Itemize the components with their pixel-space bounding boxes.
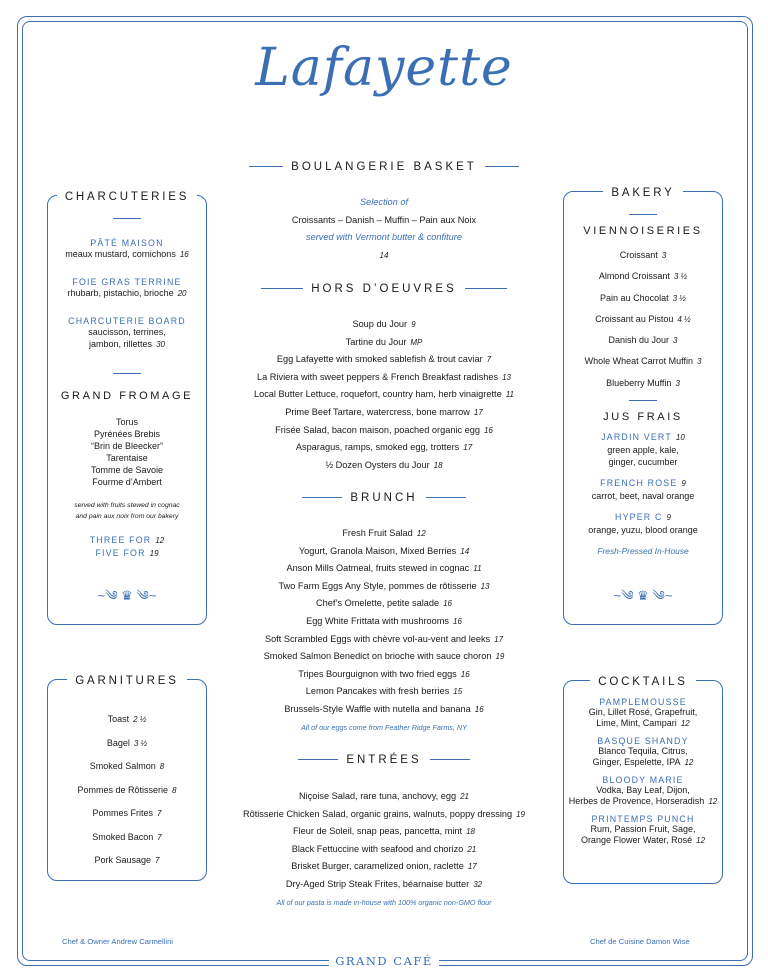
boulangerie-section [212,194,556,264]
item-name: Pork Sausage [94,855,152,865]
bakery-item [564,288,722,309]
charcuterie-item: CHARCUTERIE BOARD saucisson, terrines, jambon, rillettes 30 [68,316,186,349]
item-name: Black Fettuccine with seafood and chorizo [291,843,464,854]
menu-item [212,351,556,369]
item-price: 3 ½ [133,738,148,748]
garniture-item [48,708,206,732]
item-price: 3 ½ [673,272,688,282]
item-price: 8 [159,762,165,771]
brunch-list [212,525,556,736]
boulangerie-price: 14 [379,250,389,260]
jus-desc: green apple, kale, [607,445,679,456]
jus-note: Fresh-Pressed In-House [597,546,689,557]
bakery-item [564,373,722,394]
item-price: 16 [443,599,452,609]
menu-item [212,457,556,475]
item-name: Chef’s Omelette, petite salade [316,598,440,609]
menu-item [212,683,556,701]
menu-item [212,841,556,859]
cocktail-desc: Gin, Lillet Rosé, Grapefruit, [588,707,698,717]
menu-item [212,858,556,876]
item-price: 12 [416,529,426,538]
item-name: Pain au Chocolat [600,292,669,303]
item-price: 11 [505,390,514,400]
item-name: ½ Dozen Oysters du Jour [325,459,430,470]
cocktail-label: BLOODY MARIE [602,775,684,785]
item-name: Blueberry Muffin [606,377,672,388]
item-price: 16 [460,669,470,679]
item-name: Local Butter Lettuce, roquefort, country ham, herb vinaigrette [253,389,502,400]
item-price: 14 [460,546,470,556]
cheese-item: Pyrénées Brebis [93,429,161,439]
item-price: 8 [172,785,177,795]
item-name: Brisket Burger, caramelized onion, raclette [291,861,464,872]
bakery-box [563,187,723,625]
item-name: Bagel [106,737,130,748]
crown-ornament-icon: ~༄ ♛ ༄~ [613,588,673,603]
item-price: 16 [474,704,484,714]
cocktail-item [564,736,722,768]
fromage-title: GRAND FROMAGE [60,390,194,402]
item-price: 11 [473,564,482,574]
cocktail-price: 12 [696,836,706,845]
item-price: 13 [480,581,490,591]
menu-item [212,701,556,719]
menu-item [212,578,556,596]
cheese-item: Fourme d’Ambert [92,477,162,487]
item-price: 18 [466,827,475,837]
item-price: 7 [155,856,160,865]
footer-chef-owner: Chef & Owner Andrew Carmellini [62,937,173,946]
menu-item [212,386,556,404]
item-price: 21 [460,792,470,801]
menu-item [212,648,556,666]
jus-label-row [564,477,722,490]
item-name: Smoked Bacon [92,831,154,842]
item-name: Croissant au Pistou [595,313,674,324]
jus-desc: ginger, cucumber [608,457,678,468]
item-name: Rôtisserie Chicken Salad, organic grains, walnuts, poppy dressing [242,808,513,819]
item-name: Frisée Salad, bacon maison, poached organic egg [275,424,480,435]
entrees-note: All of our pasta is made in-house with 100% organic non-GMO flour [276,897,492,907]
menu-item [212,666,556,684]
item-name: Tartine du Jour [345,336,407,347]
jus-price: 10 [675,433,685,443]
item-name: Smoked Salmon Benedict on brioche with sauce choron [263,651,492,662]
item-name: Egg Lafayette with smoked sablefish & trout caviar [276,354,483,365]
footer-grand-cafe: GRAND CAFÉ [0,952,768,970]
item-price: 15 [453,687,463,697]
jus-price: 9 [666,513,671,523]
item-price: 7 [157,832,162,842]
cocktail-desc [564,718,722,729]
item-name: Smoked Salmon [89,761,156,771]
bakery-item [564,245,722,266]
jus-label-row [564,511,722,524]
item-price: 9 [411,320,416,329]
cocktail-text: Orange Flower Water, Rosé [580,835,693,845]
item-price: 3 [696,357,702,367]
cheese-item: Torus [115,417,138,427]
item-name: Toast [107,714,130,724]
cocktail-price: 12 [680,719,690,728]
garniture-item [48,779,206,803]
entrees-list [212,788,556,911]
item-name: Whole Wheat Carrot Muffin [584,356,693,367]
item-price: 3 ½ [672,293,686,303]
item-price: 19 [495,652,505,662]
garnitures-box [47,675,207,881]
garniture-item [48,802,206,826]
cocktail-desc: Rum, Passion Fruit, Sage, [590,824,696,834]
cocktail-price: 12 [684,758,694,767]
bakery-title: BAKERY [603,187,682,199]
jus-list [564,431,722,536]
menu-item [212,439,556,457]
menu-item [212,525,556,543]
charcuterie-item: PÂTÉ MAISON meaux mustard, cornichons 16 [65,238,189,259]
item-name: Two Farm Eggs Any Style, pommes de rôtisserie [278,580,477,591]
cocktail-price: 12 [708,797,718,806]
item-price: 13 [502,372,511,382]
fromage-note: served with fruits stewed in cognac and pain aux noix from our bakery [74,502,180,520]
item-price: 7 [157,809,162,818]
charcuteries-title: CHARCUTERIES [57,191,197,203]
jus-label-row [564,431,722,444]
jus-label: FRENCH ROSE [600,478,678,489]
cheese-item: Tarentaise [106,453,148,463]
item-name: La Riviera with sweet peppers & French Breakfast radishes [257,371,499,382]
cocktail-label: PRINTEMPS PUNCH [591,814,695,824]
garniture-item [48,732,206,756]
item-name: Asparagus, ramps, smoked egg, trotters [295,442,460,453]
cocktail-text: Ginger, Espelette, IPA [592,757,681,767]
jus-label: JARDIN VERT [601,432,672,443]
boulangerie-intro: Selection of [359,197,408,207]
brunch-note: All of our eggs come from Feather Ridge Farms, NY [301,722,467,732]
item-price: 19 [516,809,526,819]
charcuteries-box [47,191,207,625]
garniture-item [48,755,206,779]
jus-item [564,511,722,536]
cocktail-desc [564,757,722,768]
boulangerie-heading: BOULANGERIE BASKET [212,161,556,173]
bakery-list [564,245,722,394]
cocktail-item [564,697,722,729]
item-price: 32 [473,879,483,889]
menu-item [212,876,556,894]
item-name: Anson Mills Oatmeal, fruits stewed in cognac [286,563,470,574]
item-price: 3 [673,336,678,346]
cocktail-desc [564,796,722,807]
item-price: 2 ½ [133,715,147,724]
cocktail-desc [564,835,722,846]
item-name: Tripes Bourguignon with two fried eggs [298,668,457,679]
item-name: Prime Beef Tartare, watercress, bone marrow [285,406,470,417]
cocktail-text: Lime, Mint, Campari [596,718,677,728]
item-name: Egg White Frittata with mushrooms [306,615,450,626]
cheese-list [48,416,206,488]
menu-item [212,422,556,440]
garnitures-list [48,708,206,873]
menu-item [212,823,556,841]
menu-item [212,806,556,824]
jus-title: JUS FRAIS [603,411,683,424]
fromage-prices: THREE FOR 12 FIVE FOR 19 [89,535,165,558]
cheese-item: “Brin de Bleecker” [90,441,164,451]
menu-item [212,543,556,561]
item-name: Niçoise Salad, rare tuna, anchovy, egg [298,791,457,801]
brunch-heading: BRUNCH [212,492,556,504]
item-name: Soft Scrambled Eggs with chèvre vol-au-vent and leeks [264,633,491,644]
cocktail-label: PAMPLEMOUSSE [599,697,687,707]
item-price: 3 [675,378,680,388]
item-price: 3 [661,251,667,260]
item-price: 4 ½ [677,314,691,324]
item-name: Fresh Fruit Salad [342,528,413,538]
cheese-item: Tomme de Savoie [90,465,164,475]
item-name: Fleur de Soleil, snap peas, pancetta, mint [293,826,463,837]
item-name: Soup du Jour [352,319,408,329]
boulangerie-items: Croissants – Danish – Muffin – Pain aux Noix [291,214,477,225]
item-name: Brussels-Style Waffle with nutella and banana [284,703,471,714]
cocktail-text: Herbes de Provence, Horseradish [568,796,705,806]
cocktail-desc: Blanco Tequila, Citrus, [598,746,688,756]
menu-item [212,316,556,334]
cocktail-item [564,814,722,846]
menu-item [212,369,556,387]
cocktails-title: COCKTAILS [590,676,696,688]
item-price: 21 [467,844,477,854]
menu-item [212,595,556,613]
menu-item [212,613,556,631]
item-name: Yogurt, Granola Maison, Mixed Berries [298,545,457,556]
jus-desc: carrot, beet, naval orange [591,491,695,502]
cocktails-box [563,676,723,884]
garniture-item [48,826,206,850]
footer-chef-cuisine: Chef de Cuisine Damon Wise [590,937,690,946]
bakery-item [564,266,722,287]
jus-price: 9 [681,479,686,489]
garnitures-title: GARNITURES [67,675,186,687]
item-name: Dry-Aged Strip Steak Frites, béarnaise butter [285,878,470,889]
item-name: Almond Croissant [598,271,670,282]
item-price: 7 [486,355,492,365]
menu-item [212,788,556,806]
menu-item [212,560,556,578]
cocktail-label: BASQUE SHANDY [597,736,689,746]
jus-item [564,431,722,468]
cocktails-list [564,697,722,846]
item-name: Croissant [619,250,658,260]
jus-item [564,477,722,502]
item-price: 16 [483,425,493,435]
menu-item [212,404,556,422]
bakery-item [564,351,722,372]
item-name: Lemon Pancakes with fresh berries [305,686,450,697]
bakery-item [564,330,722,351]
menu-item [212,334,556,352]
lafayette-logo: Lafayette [255,38,513,98]
item-price: 17 [463,443,473,453]
item-name: Pommes Frites [92,808,154,818]
item-price: 17 [473,407,483,417]
charcuterie-item: FOIE GRAS TERRINE rhubarb, pistachio, brioche 20 [67,277,187,298]
bakery-item [564,309,722,330]
cocktail-item [564,775,722,807]
item-name: Danish du Jour [608,335,670,346]
boulangerie-served: served with Vermont butter & confiture [306,232,462,243]
entrees-heading: ENTRÉES [212,754,556,766]
item-price: 18 [433,460,443,470]
viennoiseries-title: VIENNOISERIES [583,225,703,237]
hors-heading: HORS D’OEUVRES [212,283,556,295]
item-price: 17 [467,862,477,872]
hors-list [212,316,556,474]
item-name: Pommes de Rôtisserie [77,784,169,795]
garniture-item [48,849,206,873]
crown-ornament-icon: ~༄ ♛ ༄~ [97,588,157,603]
item-price: MP [410,337,423,347]
menu-item [212,631,556,649]
jus-desc: orange, yuzu, blood orange [588,525,698,536]
cocktail-desc: Vodka, Bay Leaf, Dijon, [596,785,690,795]
item-price: 16 [453,616,462,626]
item-price: 17 [494,634,504,644]
jus-label: HYPER C [615,512,663,523]
